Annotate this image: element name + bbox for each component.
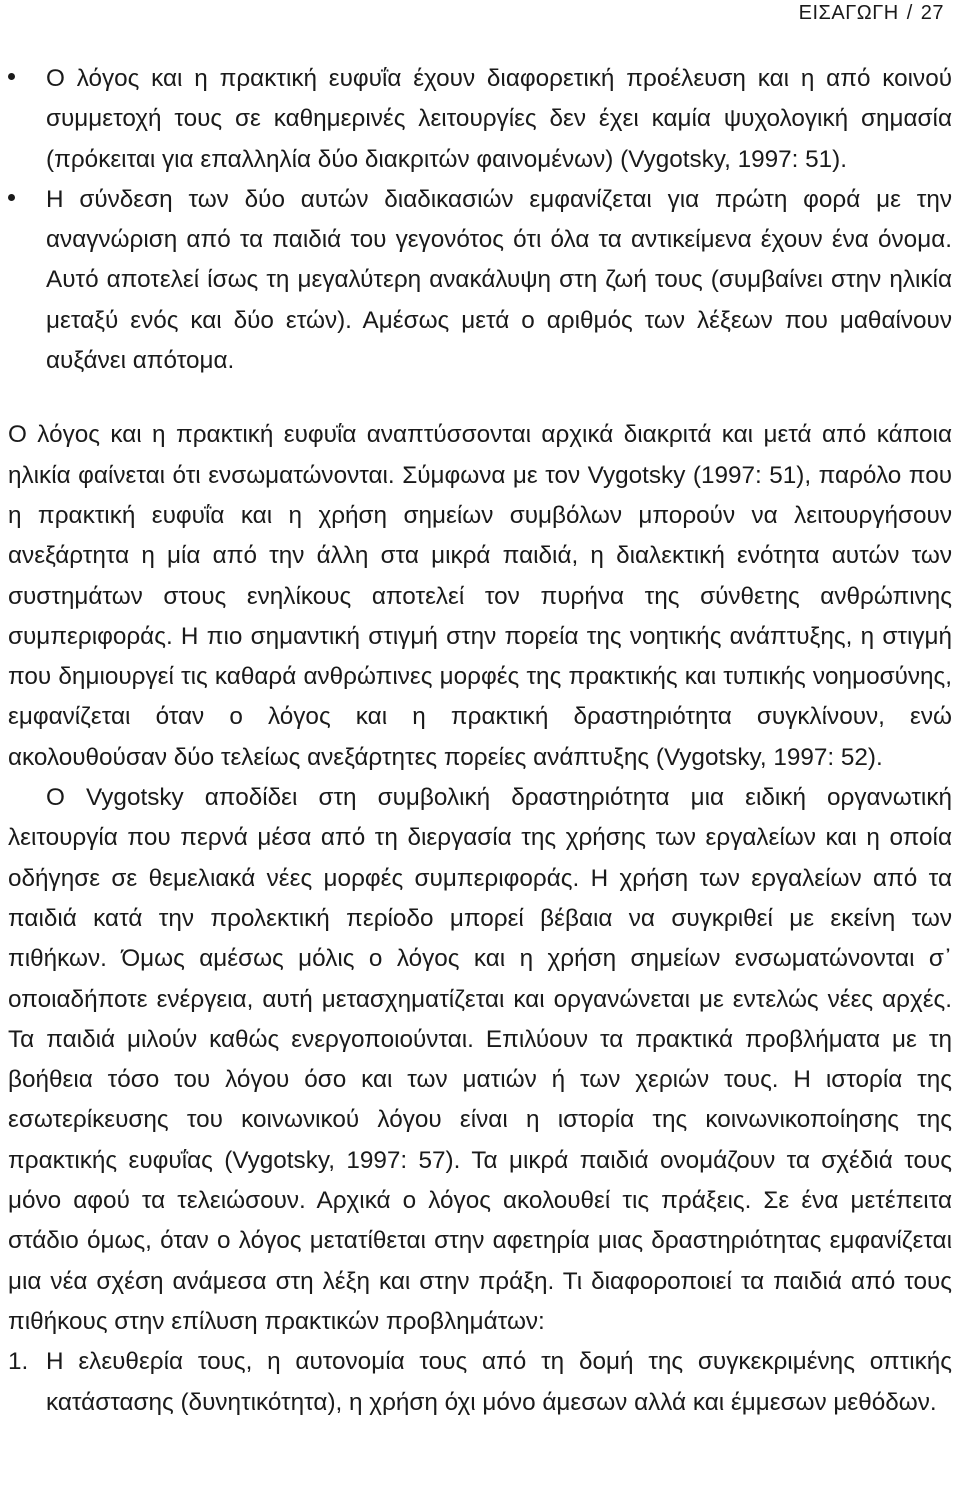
body-text (8, 59, 952, 1423)
bullet-item (8, 59, 952, 180)
page-number: 27 (920, 2, 944, 24)
paragraph: Ο λόγος και η πρακτική ευφυΐα αναπτύσσονται αρχικά διακριτά και μετά από κάποια ηλικία φαίνεται ότι ενσωματώνονται. Σύμφωνα με τον Vygotsky (1997: 51), παρόλο που η πρακτική ευφυΐα και η χρήση σημείων συμβόλων μπορούν να λειτουργήσουν ανεξάρτητα η μία από την άλλη στα μικρά παιδιά, η διαλεκτική ενότητα αυτών των συστημάτων στους ενηλίκους αποτελεί τον πυρήνα της σύνθετης ανθρώπινης συμπεριφοράς. Η πιο σημαντική στιγμή στην πορεία της νοητικής ανάπτυξης, η στιγμή που δημιουργεί τις καθαρά ανθρώπινες μορφές της πρακτικής και τυπικής νοημοσύνης, εμφανίζεται όταν ο λόγος και η πρακτική δραστηριότητα συγκλίνουν, ενώ ακολουθούσαν δύο τελείως ανεξάρτητες πορείες ανάπτυξης (Vygotsky, 1997: 52). (8, 421, 952, 771)
bullet-dot-icon (8, 73, 15, 80)
numbered-item (8, 1342, 952, 1423)
section-title: ΕΙΣΑΓΩΓΗ (798, 2, 899, 24)
bullet-text: Η σύνδεση των δύο αυτών διαδικασιών εμφανίζεται για πρώτη φορά με την αναγνώριση από τα παιδιά του γεγονότος ότι όλα τα αντικείμενα έχουν ένα όνομα. Αυτό αποτελεί ίσως τη μεγαλύτερη ανακάλυψη στη ζωή τους (συμβαίνει στην ηλικία μεταξύ ενός και δύο ετών). Αμέσως μετά ο αριθμός των λέξεων που μαθαίνουν αυξάνει απότομα. (46, 185, 952, 375)
bullet-text: Ο λόγος και η πρακτική ευφυΐα έχουν διαφορετική προέλευση και η από κοινού συμμετοχή τους σε καθημερινές λειτουργίες δεν έχει καμία ψυχολογική σημασία (πρόκειται για επαλληλία δύο διακριτών φαινομένων) (Vygotsky, 1997: 51). (46, 65, 952, 173)
numbered-list (8, 1342, 952, 1423)
item-text: Η ελευθερία τους, η αυτονομία τους από τη δομή της συγκεκριμένης οπτικής κατάστασης (δυνητικότητα), η χρήση όχι μόνο άμεσων αλλά και έμμεσων μεθόδων. (46, 1348, 952, 1416)
bullet-dot-icon (8, 194, 15, 201)
bullet-list (8, 59, 952, 381)
header-separator: / (906, 2, 913, 24)
running-header (799, 0, 944, 26)
paragraph: Ο Vygotsky αποδίδει στη συμβολική δραστηριότητα μια ειδική οργανωτική λειτουργία που περνά μέσα από τη διεργασία της χρήσης των εργαλείων και η οποία οδήγησε σε θεμελιακά νέες μορφές συμπεριφοράς. Η χρήση των εργαλείων από τα παιδιά κατά την προλεκτική περίοδο μπορεί βέβαια να συγκριθεί με εκείνη των πιθήκων. Όμως αμέσως μόλις ο λόγος και η χρήση σημείων ενσωματώνονται σ᾽ οποιαδήποτε ενέργεια, αυτή μετασχηματίζεται και οργανώνεται με εντελώς νέες αρχές. Τα παιδιά μιλούν καθώς ενεργοποιούνται. Επιλύουν τα πρακτικά προβλήματα με τη βοήθεια τόσο του λόγου όσο και των ματιών ή των χεριών τους. Η ιστορία της εσωτερίκευσης του κοινωνικού λόγου είναι η ιστορία της κοινωνικοποίησης της πρακτικής ευφυΐας (Vygotsky, 1997: 57). Τα μικρά παιδιά ονομάζουν τα σχέδιά τους μόνο αφού τα τελειώσουν. Αρχικά ο λόγος ακολουθεί τις πράξεις. Σε ένα μετέπειτα στάδιο όμως, όταν ο λόγος μετατίθεται στην αφετηρία μιας δραστηριότητας εμφανίζεται μια νέα σχέση ανάμεσα στη λέξη και στην πράξη. Τι διαφοροποιεί τα παιδιά από τους πιθήκους στην επίλυση πρακτικών προβλημάτων: (8, 784, 952, 1335)
bullet-item (8, 180, 952, 381)
item-number: 1. (8, 1348, 29, 1376)
